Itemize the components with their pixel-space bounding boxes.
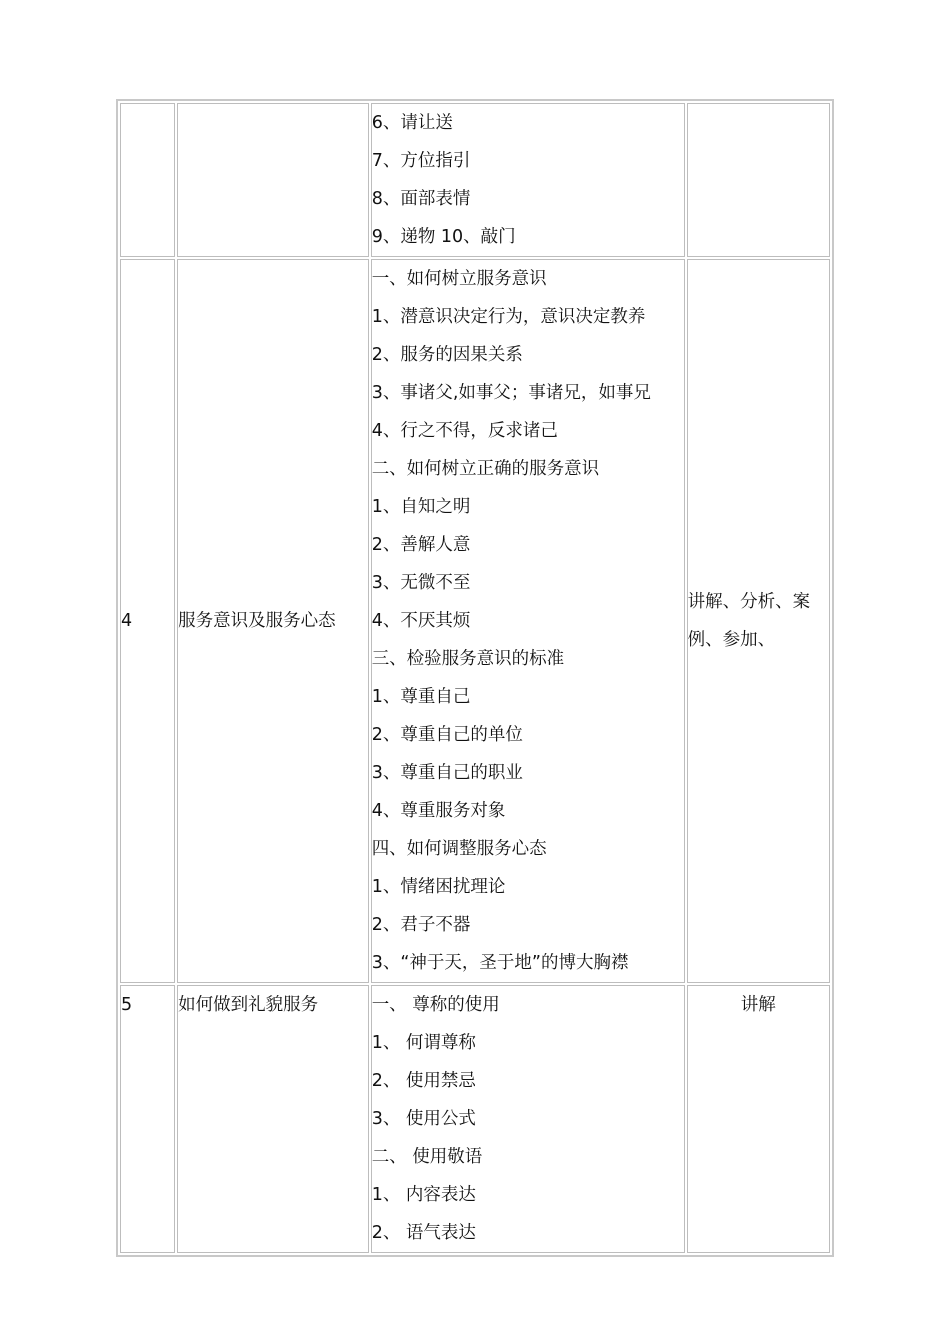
content-cell (371, 103, 685, 257)
content-line: 6、请让送 (371, 113, 453, 133)
content-line: 3、事诸父,如事父；事诸兄，如事兄 (371, 383, 651, 403)
topic-cell: 服务意识及服务心态 (177, 259, 369, 983)
content-line: 1、 何谓尊称 (371, 1033, 476, 1053)
content-cell (371, 259, 685, 983)
content-cell (371, 985, 685, 1253)
content-line: 8、面部表情 (371, 189, 471, 209)
content-line: 2、君子不器 (371, 915, 471, 935)
content-line: 1、情绪困扰理论 (371, 877, 506, 897)
course-outline-table (116, 99, 834, 1257)
content-line: 2、 语气表达 (371, 1223, 476, 1243)
content-line: 三、检验服务意识的标准 (371, 649, 565, 669)
content-line: 一、如何树立服务意识 (371, 269, 547, 289)
content-line: 1、自知之明 (371, 497, 471, 517)
content-line: 2、尊重自己的单位 (371, 725, 523, 745)
content-line: 3、 使用公式 (371, 1109, 476, 1129)
content-line: 1、尊重自己 (371, 687, 471, 707)
content-line: 2、服务的因果关系 (371, 345, 523, 365)
content-line: 9、递物 10、敲门 (371, 227, 516, 247)
content-line: 二、如何树立正确的服务意识 (371, 459, 600, 479)
content-line: 一、 尊称的使用 (371, 995, 500, 1015)
content-line: 2、 使用禁忌 (371, 1071, 476, 1091)
content-line: 1、 内容表达 (371, 1185, 476, 1205)
method-cell (687, 103, 830, 257)
method-cell (687, 259, 830, 983)
content-line: 2、善解人意 (371, 535, 471, 555)
content-line: 4、不厌其烦 (371, 611, 471, 631)
content-line: 4、尊重服务对象 (371, 801, 506, 821)
topic-cell: 如何做到礼貌服务 (177, 985, 369, 1253)
table-row (120, 985, 830, 1253)
topic-cell (177, 103, 369, 257)
content-line: 4、行之不得，反求诸己 (371, 421, 558, 441)
content-line: 3、尊重自己的职业 (371, 763, 523, 783)
row-number-cell: 5 (120, 985, 175, 1253)
content-line: 二、 使用敬语 (371, 1147, 483, 1167)
content-line: 3、无微不至 (371, 573, 471, 593)
table-row (120, 259, 830, 983)
content-line: 3、“神于天，圣于地”的博大胸襟 (371, 953, 629, 973)
row-number-cell: 4 (120, 259, 175, 983)
content-line: 1、潜意识决定行为，意识决定教养 (371, 307, 646, 327)
content-line: 四、如何调整服务心态 (371, 839, 547, 859)
row-number-cell (120, 103, 175, 257)
method-cell: 讲解 (687, 985, 830, 1253)
table-row (120, 103, 830, 257)
content-line: 7、方位指引 (371, 151, 471, 171)
method-text: 讲解、分析、案例、参加、 (687, 592, 811, 650)
